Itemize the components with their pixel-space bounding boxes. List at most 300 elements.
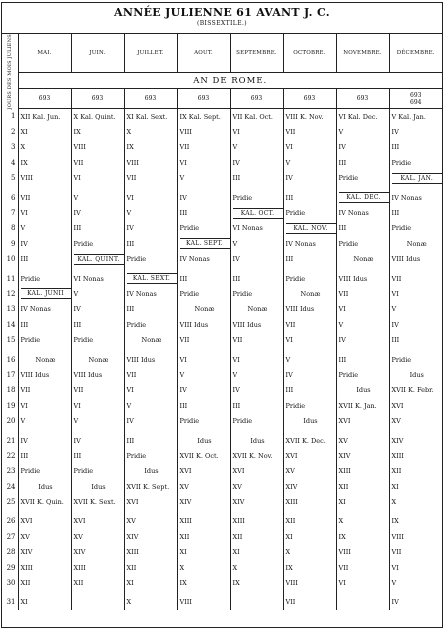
date-cell: VIII: [177, 595, 230, 610]
date-cell: IX Kal. Sept.: [177, 109, 230, 125]
date-cell: VII: [18, 383, 71, 398]
date-cell: IX: [283, 560, 336, 575]
date-cell: Nonæ: [389, 236, 442, 251]
date-cell: IV: [71, 433, 124, 448]
date-cell: XVII K. Sext.: [71, 494, 124, 509]
date-cell: Pridie: [18, 464, 71, 479]
kalends-cell: [177, 236, 230, 251]
date-cell: X: [124, 124, 177, 139]
date-cell: X: [230, 560, 283, 575]
day-row: [2, 205, 442, 220]
date-cell: III: [124, 236, 177, 251]
date-cell: VIII Idus: [18, 367, 71, 382]
day-number: 25: [6, 498, 16, 507]
day-row: [2, 560, 442, 575]
date-cell: VII: [283, 317, 336, 332]
date-cell: XII: [177, 529, 230, 544]
date-cell: XI Kal. Sext.: [124, 109, 177, 125]
date-cell: Pridie: [124, 448, 177, 463]
date-cell: XV: [389, 413, 442, 428]
day-number: 26: [6, 517, 16, 526]
date-cell: III: [336, 221, 389, 236]
day-number: 9: [11, 239, 16, 248]
day-row: [2, 464, 442, 479]
day-row: [2, 155, 442, 170]
date-cell: VI: [230, 124, 283, 139]
date-cell: VIII Idus: [283, 302, 336, 317]
date-cell: Idus: [71, 479, 124, 494]
date-cell: III: [283, 252, 336, 267]
date-cell: VII: [124, 171, 177, 186]
day-row: [2, 221, 442, 236]
day-number: 12: [6, 289, 16, 298]
kalends-cell: [336, 190, 389, 205]
day-number: 14: [6, 320, 16, 329]
page-subtitle: (BISSEXTILE.): [196, 20, 248, 27]
date-cell: Pridie: [18, 271, 71, 286]
date-cell: Pridie: [71, 332, 124, 347]
kalends-cell: [283, 221, 336, 236]
date-cell: IV: [389, 595, 442, 610]
date-cell: V: [336, 124, 389, 139]
calendar-page: [1, 2, 443, 628]
date-cell: XV: [18, 529, 71, 544]
day-row: [2, 109, 442, 125]
day-row: [2, 479, 442, 494]
date-cell: Pridie: [389, 352, 442, 367]
date-cell: VII: [71, 383, 124, 398]
date-cell: VI Kal. Dec.: [336, 109, 389, 125]
date-cell: VII: [177, 332, 230, 347]
kalends-label: KAL. QUINT.: [74, 254, 124, 265]
date-cell: Idus: [18, 479, 71, 494]
date-cell: VII: [336, 560, 389, 575]
date-cell: IV: [71, 205, 124, 220]
date-cell: Pridie: [230, 190, 283, 205]
date-cell: IV: [389, 124, 442, 139]
date-cell: III: [71, 317, 124, 332]
year-cell: 693: [18, 89, 71, 109]
date-cell: VIII: [18, 171, 71, 186]
day-row: [2, 302, 442, 317]
date-cell: VIII: [336, 545, 389, 560]
date-cell: XII: [71, 575, 124, 590]
date-cell: Pridie: [283, 205, 336, 220]
day-number: 21: [6, 436, 16, 445]
date-cell: XVII K. Dec.: [283, 433, 336, 448]
date-cell: III: [124, 433, 177, 448]
day-number: 28: [6, 548, 16, 557]
date-cell: III: [283, 383, 336, 398]
date-cell: VII: [230, 332, 283, 347]
date-cell: VII: [389, 271, 442, 286]
date-cell: Nonæ: [230, 302, 283, 317]
month-header: NOVEMBRE.: [336, 34, 389, 73]
date-cell: VI: [336, 575, 389, 590]
date-cell: XIII: [389, 448, 442, 463]
kalends-cell: [18, 286, 71, 301]
date-cell: VI: [336, 302, 389, 317]
year-cell: 693: [336, 89, 389, 109]
date-cell: XIV: [18, 545, 71, 560]
date-cell: XIV: [71, 545, 124, 560]
day-row: [2, 413, 442, 428]
date-cell: V: [18, 221, 71, 236]
date-cell: V: [389, 302, 442, 317]
day-number: 11: [6, 274, 16, 283]
date-cell: [336, 595, 389, 610]
day-row: [2, 595, 442, 610]
date-cell: VI: [124, 383, 177, 398]
day-number: 22: [6, 451, 16, 460]
date-cell: [230, 595, 283, 610]
month-header: DÉCEMBRE.: [389, 34, 442, 73]
date-cell: V: [71, 190, 124, 205]
year-cell: 693: [283, 89, 336, 109]
date-cell: V: [177, 367, 230, 382]
date-cell: XII Kal. Jun.: [18, 109, 71, 125]
kalends-cell: [71, 252, 124, 267]
day-row: [2, 514, 442, 529]
date-cell: Pridie: [124, 252, 177, 267]
date-cell: XVII K. Sept.: [124, 479, 177, 494]
date-cell: XI: [283, 529, 336, 544]
date-cell: Pridie: [230, 413, 283, 428]
date-cell: Pridie: [389, 221, 442, 236]
date-cell: X: [177, 560, 230, 575]
date-cell: III: [18, 448, 71, 463]
year-top: 693: [410, 91, 422, 99]
date-cell: XVI: [389, 398, 442, 413]
first-column-header: [2, 34, 18, 109]
date-cell: XVII K. Oct.: [177, 448, 230, 463]
date-cell: [71, 595, 124, 610]
date-cell: Pridie: [336, 367, 389, 382]
date-cell: Nonæ: [336, 252, 389, 267]
date-cell: III: [336, 155, 389, 170]
date-cell: IV Nonas: [336, 205, 389, 220]
date-cell: Pridie: [177, 286, 230, 301]
date-cell: IV: [389, 317, 442, 332]
date-cell: X: [336, 514, 389, 529]
day-number: 2: [11, 128, 16, 137]
day-row: [2, 352, 442, 367]
date-cell: XI: [336, 494, 389, 509]
date-cell: IX: [177, 575, 230, 590]
date-cell: VIII: [71, 140, 124, 155]
date-cell: III: [230, 398, 283, 413]
day-number: 19: [6, 401, 16, 410]
day-row: [2, 236, 442, 251]
date-cell: V: [71, 413, 124, 428]
month-header: SEPTEMBRE.: [230, 34, 283, 73]
date-cell: XII: [230, 529, 283, 544]
page-title: ANNÉE JULIENNE 61 AVANT J. C.: [114, 6, 330, 19]
day-number: 10: [6, 255, 16, 264]
date-cell: XV: [124, 514, 177, 529]
date-cell: VIII: [283, 575, 336, 590]
date-cell: XV: [177, 479, 230, 494]
date-cell: Idus: [283, 413, 336, 428]
date-cell: Pridie: [18, 332, 71, 347]
date-cell: IV: [177, 190, 230, 205]
date-cell: IV: [124, 221, 177, 236]
day-row: [2, 545, 442, 560]
day-row: [2, 317, 442, 332]
date-cell: XVI: [336, 413, 389, 428]
date-cell: V: [18, 413, 71, 428]
date-cell: VII: [177, 140, 230, 155]
date-cell: V: [124, 398, 177, 413]
date-cell: III: [18, 252, 71, 267]
date-cell: Nonæ: [283, 286, 336, 301]
date-cell: IV Nonas: [18, 302, 71, 317]
date-cell: XVI: [230, 464, 283, 479]
year-bottom: 694: [410, 98, 422, 106]
date-cell: XII: [283, 514, 336, 529]
day-number: 20: [6, 417, 16, 426]
kalends-label: KAL. NOV.: [286, 223, 336, 234]
date-cell: VII: [336, 286, 389, 301]
kalends-cell: [389, 171, 442, 186]
date-cell: VII: [18, 190, 71, 205]
month-header: OCTOBRE.: [283, 34, 336, 73]
date-cell: VI: [71, 398, 124, 413]
date-cell: IV: [283, 171, 336, 186]
day-number: 30: [6, 579, 16, 588]
date-cell: VI Nonas: [230, 221, 283, 236]
date-cell: V: [230, 140, 283, 155]
date-cell: XIII: [230, 514, 283, 529]
day-number: 1: [11, 112, 16, 121]
day-row: [2, 529, 442, 544]
date-cell: XVI: [177, 464, 230, 479]
date-cell: XV: [230, 479, 283, 494]
day-number: 7: [11, 209, 16, 218]
date-cell: XI: [177, 545, 230, 560]
date-cell: III: [177, 271, 230, 286]
first-column-label: JOURS DES MOIS JULIENS.: [6, 32, 13, 110]
date-cell: IX: [230, 575, 283, 590]
date-cell: VIII Idus: [336, 271, 389, 286]
date-cell: X: [389, 494, 442, 509]
date-cell: VIII Idus: [389, 252, 442, 267]
date-cell: III: [230, 271, 283, 286]
date-cell: Nonæ: [18, 352, 71, 367]
day-number: 5: [11, 174, 16, 183]
day-row: [2, 171, 442, 186]
date-cell: IV: [71, 302, 124, 317]
date-cell: XVII K. Nov.: [230, 448, 283, 463]
date-cell: Pridie: [71, 464, 124, 479]
day-number: 31: [6, 598, 16, 607]
day-row: [2, 124, 442, 139]
day-row: [2, 433, 442, 448]
date-cell: IX: [336, 529, 389, 544]
day-row: [2, 140, 442, 155]
year-cell: 693: [230, 89, 283, 109]
date-cell: VII: [71, 155, 124, 170]
date-cell: Idus: [124, 464, 177, 479]
date-cell: III: [283, 190, 336, 205]
date-cell: VI: [18, 398, 71, 413]
kalends-label: KAL. DEC.: [339, 192, 389, 203]
date-cell: IV: [18, 236, 71, 251]
day-number: 3: [11, 143, 16, 152]
date-cell: VI: [230, 352, 283, 367]
date-cell: III: [389, 140, 442, 155]
day-row: [2, 271, 442, 286]
date-cell: IV Nonas: [389, 190, 442, 205]
month-header: JUIN.: [71, 34, 124, 73]
kalends-label: KAL. OCT.: [233, 208, 283, 219]
date-cell: IV Nonas: [124, 286, 177, 301]
day-row: [2, 252, 442, 267]
date-cell: XIV: [177, 494, 230, 509]
date-cell: Nonæ: [71, 352, 124, 367]
year-row: [2, 89, 442, 109]
year-cell-split: [389, 89, 442, 109]
date-cell: III: [124, 302, 177, 317]
date-cell: IV: [18, 433, 71, 448]
kalends-label: KAL. JUNII: [21, 288, 71, 299]
date-cell: X: [124, 595, 177, 610]
date-cell: XI: [389, 479, 442, 494]
day-number: 17: [6, 370, 16, 379]
date-cell: Idus: [336, 383, 389, 398]
date-cell: III: [389, 332, 442, 347]
date-cell: IV: [124, 413, 177, 428]
date-cell: VIII Idus: [124, 352, 177, 367]
date-cell: XVI: [71, 514, 124, 529]
month-header: JUILLET.: [124, 34, 177, 73]
an-de-rome-label: AN DE ROME.: [18, 73, 442, 89]
date-cell: V Kal. Jan.: [389, 109, 442, 125]
kalends-label: KAL. SEXT.: [127, 273, 177, 284]
date-cell: VI: [177, 352, 230, 367]
date-cell: IV: [230, 383, 283, 398]
date-cell: IV: [230, 252, 283, 267]
date-cell: XIII: [71, 560, 124, 575]
date-cell: VII: [283, 595, 336, 610]
date-cell: X: [18, 140, 71, 155]
date-cell: V: [124, 205, 177, 220]
date-cell: V: [71, 286, 124, 301]
date-cell: V: [283, 352, 336, 367]
month-header: MAI.: [18, 34, 71, 73]
date-cell: XVI: [124, 494, 177, 509]
date-cell: VIII: [389, 529, 442, 544]
date-cell: VI: [124, 190, 177, 205]
date-cell: VI: [71, 171, 124, 186]
date-cell: XII: [336, 479, 389, 494]
date-cell: VIII: [124, 155, 177, 170]
date-cell: X Kal. Quint.: [71, 109, 124, 125]
date-cell: Pridie: [389, 155, 442, 170]
date-cell: III: [389, 205, 442, 220]
day-number: 15: [6, 336, 16, 345]
date-cell: XI: [18, 595, 71, 610]
date-cell: Nonæ: [124, 332, 177, 347]
date-cell: XVII K. Jan.: [336, 398, 389, 413]
date-cell: XIII: [283, 494, 336, 509]
date-cell: VI: [389, 286, 442, 301]
date-cell: III: [18, 317, 71, 332]
calendar-table: [2, 33, 442, 610]
date-cell: V: [389, 575, 442, 590]
date-cell: Pridie: [71, 236, 124, 251]
date-cell: VI: [389, 560, 442, 575]
month-header: AOUT.: [177, 34, 230, 73]
day-row: [2, 367, 442, 382]
date-cell: IX: [71, 124, 124, 139]
date-cell: XV: [283, 464, 336, 479]
day-number: 29: [6, 563, 16, 572]
date-cell: VIII Idus: [71, 367, 124, 382]
date-cell: XIII: [177, 514, 230, 529]
date-cell: IV: [283, 367, 336, 382]
day-number: 23: [6, 467, 16, 476]
kalends-label: KAL. JAN.: [392, 173, 443, 184]
day-number: 16: [6, 355, 16, 364]
date-cell: XIV: [389, 433, 442, 448]
date-cell: XII: [18, 575, 71, 590]
date-cell: IV: [336, 332, 389, 347]
date-cell: XII: [124, 560, 177, 575]
date-cell: V: [230, 367, 283, 382]
day-row: [2, 398, 442, 413]
date-cell: V: [336, 317, 389, 332]
day-row: [2, 494, 442, 509]
date-cell: IV Nonas: [177, 252, 230, 267]
date-cell: Pridie: [230, 286, 283, 301]
year-cell: 693: [177, 89, 230, 109]
date-cell: XVI: [18, 514, 71, 529]
day-row: [2, 448, 442, 463]
kalends-cell: [230, 205, 283, 220]
date-cell: VI: [283, 332, 336, 347]
date-cell: XI: [230, 545, 283, 560]
day-row: [2, 190, 442, 205]
day-row: [2, 575, 442, 590]
day-number: 24: [6, 482, 16, 491]
date-cell: IX: [124, 140, 177, 155]
date-cell: IV: [177, 383, 230, 398]
day-row: [2, 332, 442, 347]
date-cell: XIII: [336, 464, 389, 479]
date-cell: Idus: [177, 433, 230, 448]
day-rows: [2, 109, 442, 611]
date-cell: XIV: [230, 494, 283, 509]
date-cell: Pridie: [336, 236, 389, 251]
date-cell: Idus: [230, 433, 283, 448]
day-row: [2, 383, 442, 398]
kalends-cell: [124, 271, 177, 286]
date-cell: VIII Idus: [177, 317, 230, 332]
date-cell: IX: [389, 514, 442, 529]
date-cell: XV: [336, 433, 389, 448]
date-cell: XVI: [283, 448, 336, 463]
date-cell: Pridie: [124, 317, 177, 332]
date-cell: III: [177, 398, 230, 413]
date-cell: XIII: [124, 545, 177, 560]
date-cell: XI: [18, 124, 71, 139]
date-cell: III: [230, 171, 283, 186]
date-cell: III: [336, 352, 389, 367]
date-cell: VI Nonas: [71, 271, 124, 286]
date-cell: VIII: [177, 124, 230, 139]
date-cell: VIII Idus: [230, 317, 283, 332]
